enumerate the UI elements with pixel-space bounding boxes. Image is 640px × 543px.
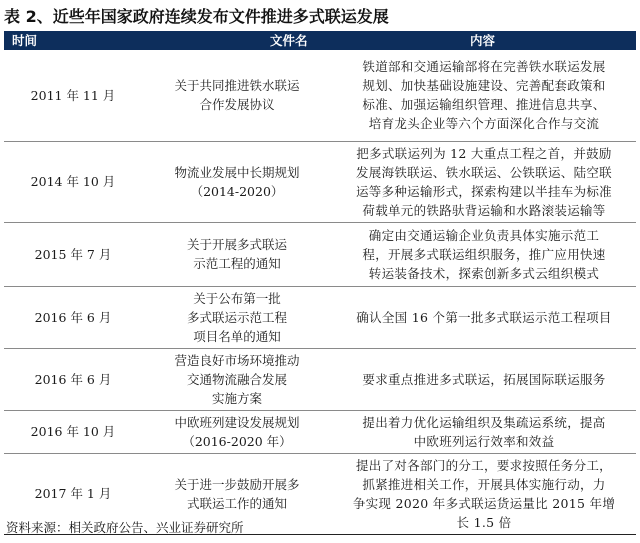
doc-line: 实施方案 <box>211 390 262 406</box>
table-row <box>4 50 636 141</box>
content-line: 铁道部和交通运输部将在完善铁水联运发展 <box>362 59 606 75</box>
doc-line: （2014-2020） <box>190 183 284 199</box>
content-line: 培育龙头企业等六个方面深化合作与交流 <box>368 116 600 132</box>
content-line: 发展海铁联运、铁水联运、公铁联运、陆空联 <box>355 164 612 180</box>
header-time: 时间 <box>4 31 142 50</box>
header-content: 内容 <box>332 31 636 50</box>
doc-line: （2016-2020 年） <box>182 433 292 449</box>
content-line: 争实现 2020 年多式联运货运量比 2015 年增 <box>352 495 616 511</box>
doc-line: 示范工程的通知 <box>193 256 281 271</box>
content-line: 提出着力优化运输组织及集疏运系统，提高 <box>362 414 606 430</box>
cell-doc <box>142 286 332 348</box>
doc-line: 关于共同推进铁水联运 <box>174 78 300 94</box>
doc-line: 物流业发展中长期规划 <box>174 164 300 180</box>
cell-time: 2017 年 1 月 <box>4 453 142 534</box>
table-body <box>4 50 636 534</box>
content-line: 确认全国 16 个第一批多式联运示范工程项目 <box>356 309 612 325</box>
table-row <box>4 410 636 453</box>
content-line: 长 1.5 倍 <box>456 514 512 530</box>
table-title: 表 2、近些年国家政府连续发布文件推进多式联运发展 <box>4 7 389 26</box>
doc-line: 中欧班列建设发展规划 <box>174 414 300 430</box>
content-line: 要求重点推进多式联运，拓展国际联运服务 <box>362 371 606 387</box>
cell-time: 2016 年 6 月 <box>4 286 142 348</box>
content-line: 确定由交通运输企业负责具体实施示范工 <box>368 227 600 243</box>
cell-content <box>332 141 636 222</box>
table-row <box>4 348 636 410</box>
doc-line: 交通物流融合发展 <box>186 371 287 387</box>
doc-line: 关于开展多式联运 <box>186 237 287 252</box>
doc-line: 营造良好市场环境推动 <box>174 352 300 368</box>
header-doc: 文件名 <box>142 31 332 50</box>
content-line: 转运装备技术，探索创新多式云组织模式 <box>368 265 600 281</box>
policy-table <box>4 31 636 535</box>
cell-content <box>332 410 636 453</box>
cell-content <box>332 348 636 410</box>
content-line: 抓紧推进相关工作，开展具体实施行动，力 <box>362 476 606 492</box>
cell-content <box>332 222 636 286</box>
doc-line: 关于公布第一批 <box>193 290 281 306</box>
doc-line: 关于进一步鼓励开展多 <box>174 476 300 492</box>
content-line: 提出了对各部门的分工，要求按照任务分工， <box>355 457 612 473</box>
cell-content <box>332 50 636 141</box>
source-note: 资料来源：相关政府公告、兴业证券研究所 <box>6 520 244 535</box>
cell-content <box>332 453 636 534</box>
cell-time: 2016 年 10 月 <box>4 410 142 453</box>
table-row <box>4 222 636 286</box>
doc-line: 合作发展协议 <box>199 97 275 113</box>
table-header-row <box>4 31 636 50</box>
doc-line: 式联运工作的通知 <box>186 495 287 511</box>
cell-time: 2011 年 11 月 <box>4 50 142 141</box>
content-line: 中欧班列运行效率和效益 <box>413 433 555 449</box>
cell-doc <box>142 141 332 222</box>
content-line: 把多式联运列为 12 大重点工程之首，并鼓励 <box>356 145 612 161</box>
content-line: 程，开展多式联运组织服务，推广应用快速 <box>362 246 606 262</box>
doc-line: 多式联运示范工程 <box>186 309 287 325</box>
table-row <box>4 141 636 222</box>
cell-time: 2015 年 7 月 <box>4 222 142 286</box>
content-line: 运等多种运输形式，探索构建以半挂车为标准 <box>355 183 612 199</box>
content-line: 规划、加快基础设施建设、完善配套政策和 <box>362 78 606 94</box>
content-line: 荷载单元的铁路驮背运输和水路滚装运输等 <box>362 202 606 218</box>
policy-table-grid <box>4 31 636 535</box>
cell-doc <box>142 222 332 286</box>
cell-doc <box>142 410 332 453</box>
cell-doc <box>142 348 332 410</box>
doc-line: 项目名单的通知 <box>193 328 281 344</box>
table-row <box>4 286 636 348</box>
cell-doc <box>142 50 332 141</box>
cell-content <box>332 286 636 348</box>
cell-time: 2016 年 6 月 <box>4 348 142 410</box>
cell-time: 2014 年 10 月 <box>4 141 142 222</box>
content-line: 标准、加强运输组织管理、推进信息共享、 <box>362 97 606 113</box>
